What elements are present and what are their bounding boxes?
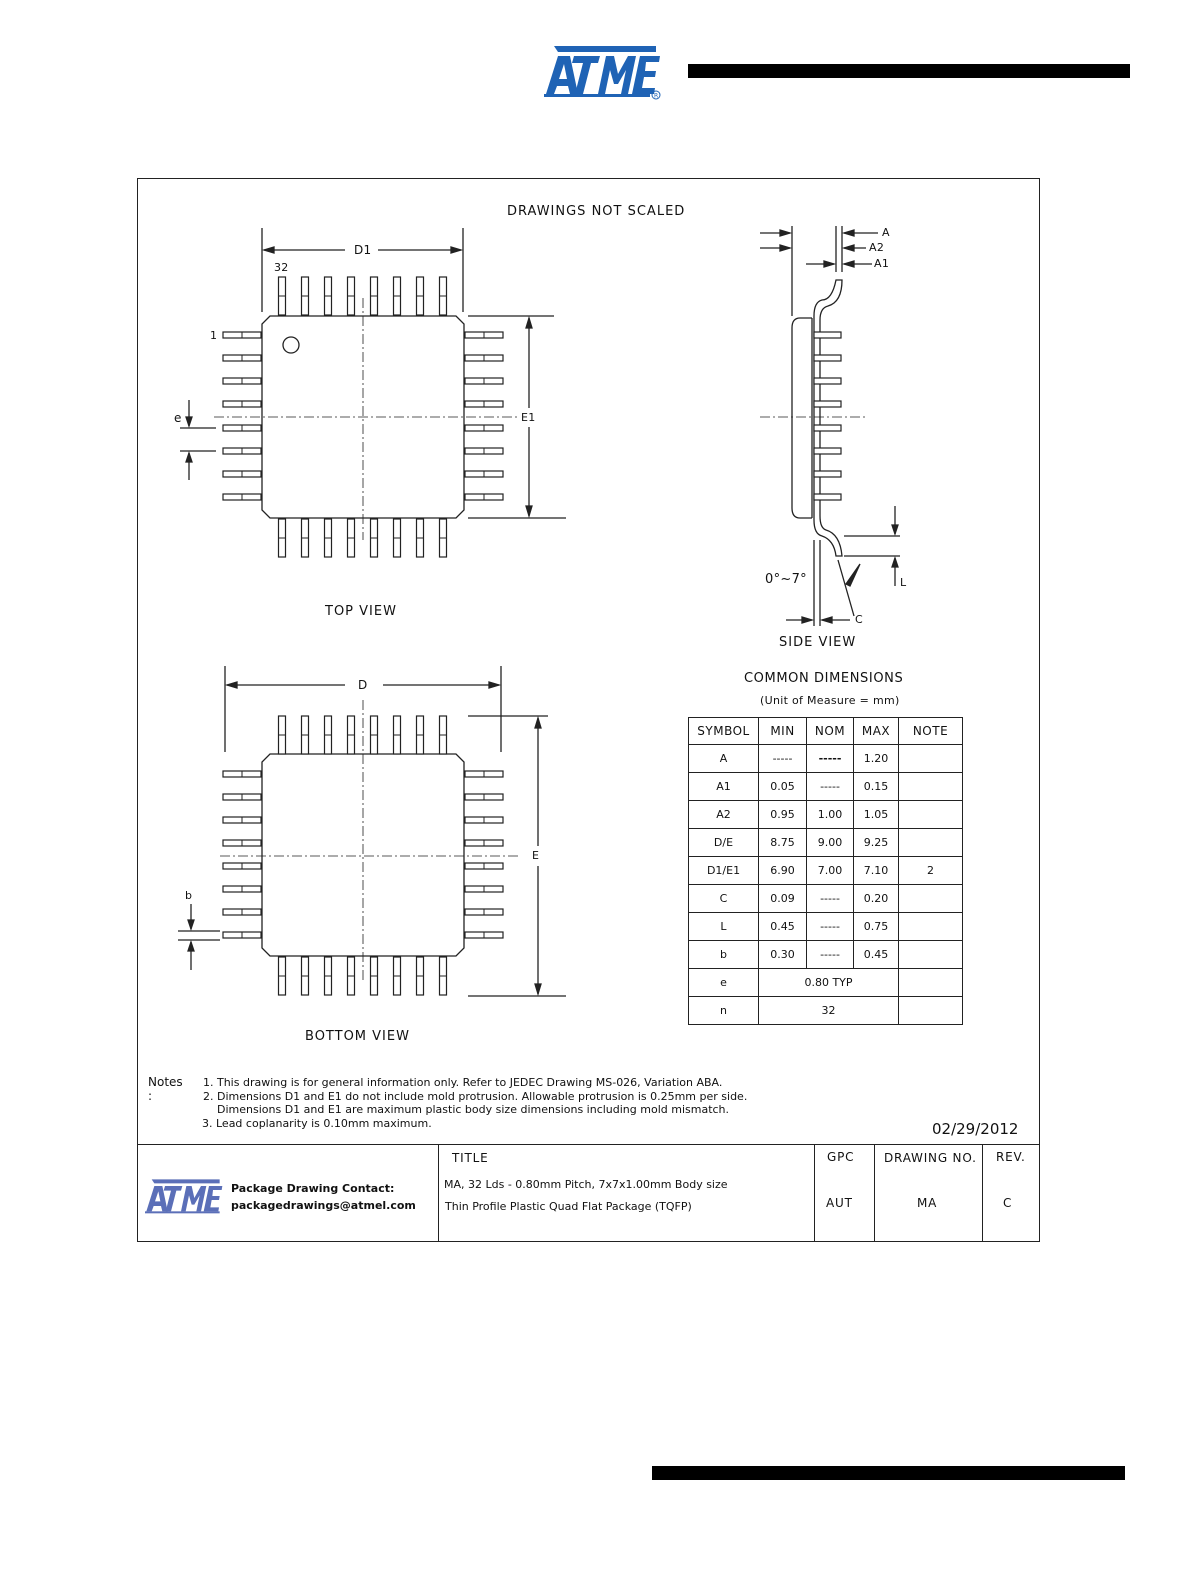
cell-symbol: A1 [689, 773, 759, 801]
cell-symbol: D/E [689, 829, 759, 857]
cell-nom: ----- [807, 745, 854, 773]
pin1-marker [283, 337, 299, 353]
note-item: Dimensions D1 and E1 are maximum plastic body size dimensions including mold mismatch. [217, 1103, 730, 1116]
side-view-lead [814, 280, 842, 556]
side-lead-stub [814, 425, 841, 431]
dim-label-a1: A1 [874, 257, 890, 270]
cell-nom: ----- [807, 941, 854, 969]
drawing-no-value: MA [917, 1196, 938, 1210]
title-block-divider [874, 1144, 875, 1242]
side-lead-stub [814, 332, 841, 338]
cell-max: 1.05 [854, 801, 899, 829]
table-row [689, 941, 963, 969]
bottom-view-label: BOTTOM VIEW [305, 1029, 410, 1044]
cell-note [899, 969, 963, 997]
dimensions-table [688, 717, 963, 1025]
cell-min: 8.75 [759, 829, 807, 857]
side-lead-stub [814, 401, 841, 407]
angle-label: 0°~7° [765, 572, 807, 587]
contact-label: Package Drawing Contact: [231, 1182, 395, 1195]
cell-nom: 1.00 [807, 801, 854, 829]
pin-label-32: 32 [274, 261, 289, 274]
table-row [689, 969, 963, 997]
cell-symbol: L [689, 913, 759, 941]
cell-max: 0.15 [854, 773, 899, 801]
title-block-divider [137, 1144, 1040, 1145]
atmel-logo-small [145, 1176, 225, 1216]
dim-label-d: D [358, 678, 368, 692]
dim-label-e: E [532, 849, 540, 862]
top-view-leads-bottom [279, 519, 447, 557]
title-label: TITLE [452, 1151, 489, 1165]
cell-note [899, 801, 963, 829]
cell-note [899, 829, 963, 857]
bottom-view-leads-bottom [279, 957, 447, 995]
side-view-label: SIDE VIEW [779, 635, 857, 650]
rev-value: C [1003, 1196, 1013, 1210]
drawing-date: 02/29/2012 [932, 1120, 1019, 1138]
cell-note [899, 913, 963, 941]
side-view-leads [814, 332, 841, 500]
cell-symbol: e [689, 969, 759, 997]
header-min: MIN [759, 718, 807, 745]
cell-nom: 9.00 [807, 829, 854, 857]
cell-min: 6.90 [759, 857, 807, 885]
table-row [689, 829, 963, 857]
top-view-label: TOP VIEW [325, 604, 397, 619]
cell-note [899, 745, 963, 773]
side-lead-stub [814, 494, 841, 500]
header-max: MAX [854, 718, 899, 745]
dim-label-a2: A2 [869, 241, 885, 254]
table-row [689, 801, 963, 829]
common-dimensions-title: COMMON DIMENSIONS [744, 671, 904, 686]
contact-block [231, 1180, 416, 1214]
gpc-label: GPC [827, 1150, 855, 1164]
table-row [689, 997, 963, 1025]
title-block-divider [814, 1144, 815, 1242]
side-lead-stub [814, 355, 841, 361]
note-item: 1. This drawing is for general information only. Refer to JEDEC Drawing MS-026, Variation ABA. [203, 1076, 723, 1089]
note-item: 2. Dimensions D1 and E1 do not include mold protrusion. Allowable protrusion is 0.25mm per side. [203, 1089, 748, 1103]
cell-nom: 7.00 [807, 857, 854, 885]
title-block-divider [982, 1144, 983, 1242]
cell-note [899, 773, 963, 801]
title-block-divider [438, 1144, 439, 1242]
cell-note: 2 [899, 857, 963, 885]
cell-max: 0.20 [854, 885, 899, 913]
cell-value: 32 [759, 997, 899, 1025]
dim-label-c: C [855, 613, 863, 626]
side-view-body [792, 318, 812, 518]
dim-label-b: b [185, 889, 193, 902]
cell-note [899, 885, 963, 913]
drawing-no-label: DRAWING NO. [884, 1151, 977, 1165]
dim-label-l: L [900, 576, 907, 589]
side-lead-stub [814, 448, 841, 454]
bottom-view-leads-top [279, 716, 447, 754]
notes-heading: Notes : [148, 1075, 183, 1103]
drawings-not-scaled-label: DRAWINGS NOT SCALED [507, 204, 686, 219]
header-note: NOTE [899, 718, 963, 745]
cell-symbol: A2 [689, 801, 759, 829]
top-view-leads-right [465, 332, 503, 500]
cell-min: ----- [759, 745, 807, 773]
table-row [689, 885, 963, 913]
cell-symbol: n [689, 997, 759, 1025]
table-row [689, 745, 963, 773]
header-nom: NOM [807, 718, 854, 745]
header-symbol: SYMBOL [689, 718, 759, 745]
cell-max: 9.25 [854, 829, 899, 857]
table-row [689, 857, 963, 885]
side-lead-stub [814, 471, 841, 477]
cell-nom: ----- [807, 885, 854, 913]
top-view-leads-left [223, 332, 261, 500]
dim-label-a: A [882, 226, 890, 239]
cell-max: 1.20 [854, 745, 899, 773]
contact-email[interactable]: packagedrawings@atmel.com [231, 1199, 416, 1212]
cell-note [899, 997, 963, 1025]
cell-min: 0.30 [759, 941, 807, 969]
table-header-row [689, 718, 963, 745]
cell-max: 0.45 [854, 941, 899, 969]
title-line-1: MA, 32 Lds - 0.80mm Pitch, 7x7x1.00mm Body size [444, 1178, 728, 1191]
dim-label-e-pitch: e [174, 411, 182, 425]
unit-note: (Unit of Measure = mm) [760, 694, 900, 707]
footer-bar [652, 1466, 1125, 1480]
cell-symbol: A [689, 745, 759, 773]
svg-text:R: R [654, 92, 659, 100]
cell-symbol: b [689, 941, 759, 969]
bottom-view-leads-right [465, 771, 503, 938]
cell-nom: ----- [807, 773, 854, 801]
note-item: 3. Lead coplanarity is 0.10mm maximum. [202, 1116, 432, 1130]
cell-min: 0.95 [759, 801, 807, 829]
table-row [689, 773, 963, 801]
cell-max: 0.75 [854, 913, 899, 941]
cell-symbol: C [689, 885, 759, 913]
cell-min: 0.09 [759, 885, 807, 913]
bottom-view-leads-left [223, 771, 261, 938]
top-view-leads-top [279, 277, 447, 315]
side-lead-stub [814, 378, 841, 384]
dim-label-d1: D1 [354, 243, 372, 257]
gpc-value: AUT [826, 1196, 853, 1210]
cell-value: 0.80 TYP [759, 969, 899, 997]
dim-label-e1: E1 [521, 411, 536, 424]
cell-max: 7.10 [854, 857, 899, 885]
pin-label-1: 1 [210, 329, 218, 342]
table-row [689, 913, 963, 941]
cell-note [899, 941, 963, 969]
rev-label: REV. [996, 1150, 1026, 1164]
cell-symbol: D1/E1 [689, 857, 759, 885]
title-line-2: Thin Profile Plastic Quad Flat Package (TQFP) [445, 1200, 692, 1213]
cell-min: 0.45 [759, 913, 807, 941]
cell-min: 0.05 [759, 773, 807, 801]
cell-nom: ----- [807, 913, 854, 941]
